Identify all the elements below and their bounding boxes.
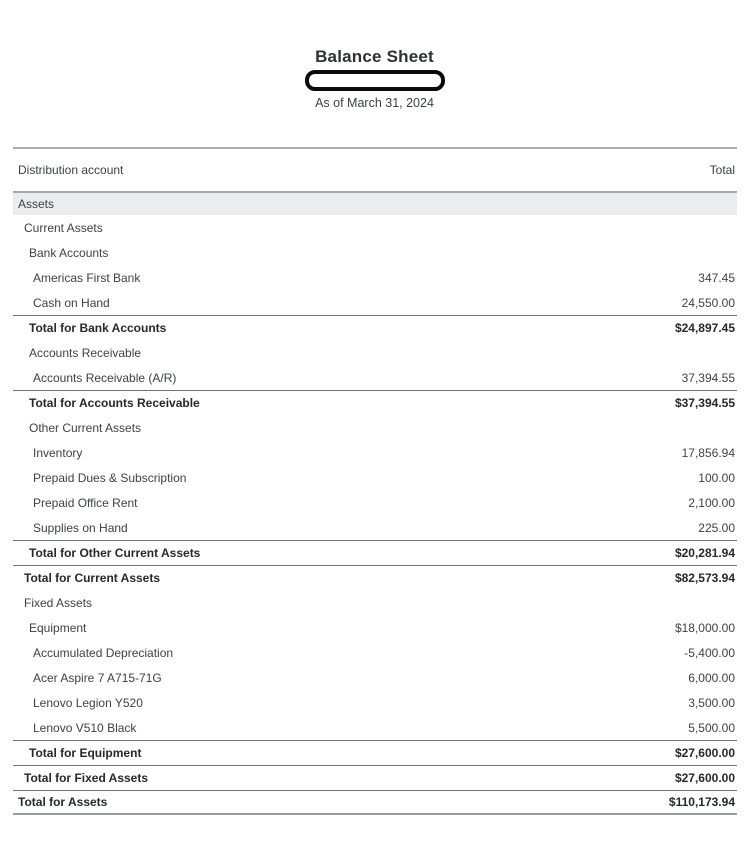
row-value: $20,281.94 <box>674 546 735 560</box>
table-row <box>13 740 737 765</box>
row-label: Total for Assets <box>18 795 108 809</box>
row-value: 100.00 <box>698 470 735 485</box>
table-row <box>13 540 737 565</box>
row-label: Accumulated Depreciation <box>33 645 174 660</box>
table-row <box>13 640 737 665</box>
row-value: $37,394.55 <box>674 396 735 410</box>
row-label: Lenovo Legion Y520 <box>33 695 143 710</box>
table-row <box>13 465 737 490</box>
company-name-redaction-box <box>305 70 445 91</box>
row-label: Supplies on Hand <box>33 520 128 535</box>
row-label: Equipment <box>29 620 87 635</box>
row-label: Bank Accounts <box>29 245 109 260</box>
row-value: $27,600.00 <box>674 746 735 760</box>
row-value: 24,550.00 <box>681 295 735 310</box>
row-label: Americas First Bank <box>33 270 141 285</box>
row-label: Total for Bank Accounts <box>29 321 167 335</box>
table-row <box>13 440 737 465</box>
row-label: Current Assets <box>24 220 103 235</box>
row-label: Assets <box>18 197 55 211</box>
table-row <box>13 265 737 290</box>
row-value: 225.00 <box>698 520 735 535</box>
row-label: Acer Aspire 7 A715-71G <box>33 670 162 685</box>
row-label: Total for Accounts Receivable <box>29 396 200 410</box>
report-date: As of March 31, 2024 <box>315 96 434 110</box>
row-label: Prepaid Office Rent <box>33 495 138 510</box>
table-row <box>13 191 737 215</box>
page-title: Balance Sheet <box>315 47 434 66</box>
row-value: $24,897.45 <box>674 321 735 335</box>
row-label: Prepaid Dues & Subscription <box>33 470 187 485</box>
row-value: 6,000.00 <box>688 670 735 685</box>
table-row <box>13 515 737 540</box>
row-value: 5,500.00 <box>688 720 735 735</box>
table-row <box>13 615 737 640</box>
row-label: Other Current Assets <box>29 420 142 435</box>
row-label: Total for Current Assets <box>24 571 161 585</box>
row-value: 2,100.00 <box>688 495 735 510</box>
row-label: Total for Equipment <box>29 746 142 760</box>
table-row <box>13 590 737 615</box>
row-value: 37,394.55 <box>681 370 735 385</box>
table-row <box>13 790 737 815</box>
row-value: $82,573.94 <box>674 571 735 585</box>
row-label: Cash on Hand <box>33 295 110 310</box>
report-header <box>0 46 749 111</box>
table-row <box>13 340 737 365</box>
table-row <box>13 690 737 715</box>
row-label: Lenovo V510 Black <box>33 720 137 735</box>
report-table <box>13 147 737 815</box>
row-value: $18,000.00 <box>674 620 735 635</box>
row-label: Inventory <box>33 445 83 460</box>
row-label: Accounts Receivable <box>29 345 142 360</box>
column-header-account: Distribution account <box>18 163 124 177</box>
column-header-total: Total <box>709 163 735 177</box>
table-row <box>13 365 737 390</box>
row-label: Total for Other Current Assets <box>29 546 201 560</box>
table-row <box>13 765 737 790</box>
report-table-body <box>13 191 737 815</box>
table-row <box>13 490 737 515</box>
table-row <box>13 565 737 590</box>
table-row <box>13 290 737 315</box>
table-row <box>13 315 737 340</box>
row-value: 17,856.94 <box>681 445 735 460</box>
row-value: $27,600.00 <box>674 771 735 785</box>
table-row <box>13 715 737 740</box>
row-value: 3,500.00 <box>688 695 735 710</box>
row-value: 347.45 <box>698 270 735 285</box>
row-value: $110,173.94 <box>668 795 735 809</box>
table-row <box>13 665 737 690</box>
table-row <box>13 215 737 240</box>
row-label: Total for Fixed Assets <box>24 771 149 785</box>
row-value: -5,400.00 <box>684 645 735 660</box>
row-label: Fixed Assets <box>24 595 93 610</box>
table-header <box>13 147 737 191</box>
table-row <box>13 390 737 415</box>
table-row <box>13 240 737 265</box>
row-label: Accounts Receivable (A/R) <box>33 370 177 385</box>
table-row <box>13 415 737 440</box>
